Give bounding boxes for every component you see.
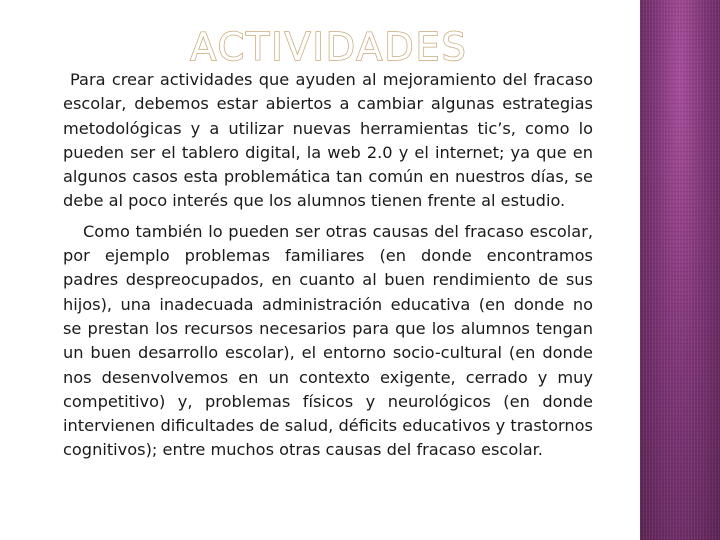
slide-title-text: ACTIVIDADES (190, 25, 468, 66)
paragraph-1: Para crear actividades que ayuden al mejoramiento del fracaso escolar, debemos estar abiertos a cambiar algunas estrategias metodológicas y a utilizar nuevas herramientas tic’s, como lo pueden ser el tablero digital, la web 2.0 y el internet; ya que en algunos casos esta problemática tan común en nuestros días, se debe al poco interés que los alumnos tienen frente al estudio. (63, 70, 593, 211)
slide-title (63, 22, 593, 66)
decorative-side-panel (640, 0, 720, 540)
slide-title-svg (179, 22, 479, 66)
slide-content (63, 22, 593, 469)
paragraph-2: Como también lo pueden ser otras causas del fracaso escolar, por ejemplo problemas familiares (en donde encontramos padres despreocupados, en cuanto al buen rendimiento de sus hijos), una inadecuada administración educativa (en donde no se prestan los recursos necesarios para que los alumnos tengan un buen desarrollo escolar), el entorno socio-cultural (en donde nos desenvolvemos en un contexto exigente, cerrado y muy competitivo) y, problemas físicos y neurológicos (en donde intervienen dificultades de salud, déficits educativos y trastornos cognitivos); entre muchos otras causas del fracaso escolar. (63, 221, 593, 460)
